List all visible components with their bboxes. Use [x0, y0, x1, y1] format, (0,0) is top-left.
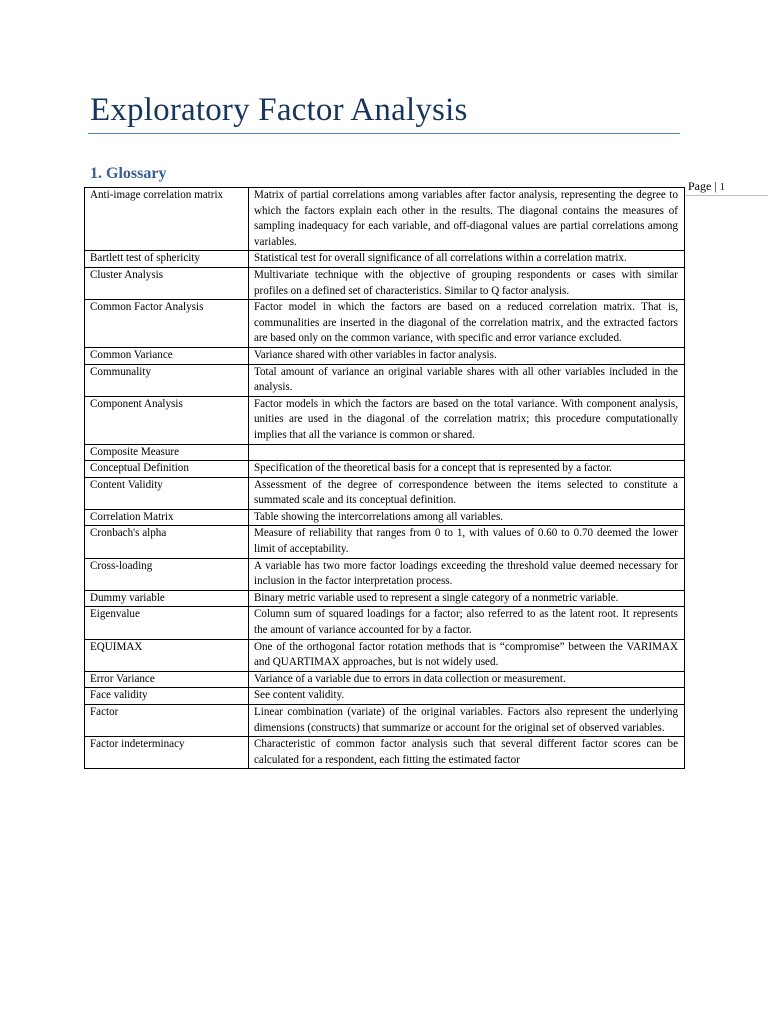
table-row — [85, 477, 685, 509]
glossary-term: Composite Measure — [85, 444, 249, 461]
table-row — [85, 688, 685, 705]
table-row — [85, 188, 685, 251]
glossary-term: Face validity — [85, 688, 249, 705]
table-row — [85, 267, 685, 299]
glossary-definition — [249, 444, 685, 461]
table-row — [85, 639, 685, 671]
table-row — [85, 737, 685, 769]
table-row — [85, 705, 685, 737]
document-title: Exploratory Factor Analysis — [90, 92, 468, 128]
glossary-definition: Linear combination (variate) of the original variables. Factors also represent the underlying dimensions (constructs) that summarize or account for the original set of observed variables. — [249, 705, 685, 737]
glossary-definition: Statistical test for overall significance of all correlations within a correlation matrix. — [249, 251, 685, 268]
glossary-definition: Matrix of partial correlations among variables after factor analysis, representing the degree to which the factors explain each other in the results. The diagonal contains the measures of sampling inadequacy for each variable, and off-diagonal values are partial correlations among variables. — [249, 188, 685, 251]
glossary-definition: Assessment of the degree of correspondence between the items selected to constitute a summated scale and its conceptual definition. — [249, 477, 685, 509]
table-row — [85, 590, 685, 607]
glossary-term: Correlation Matrix — [85, 509, 249, 526]
glossary-term: Bartlett test of sphericity — [85, 251, 249, 268]
table-row — [85, 558, 685, 590]
glossary-term: Anti-image correlation matrix — [85, 188, 249, 251]
glossary-term: Factor indeterminacy — [85, 737, 249, 769]
glossary-term: Eigenvalue — [85, 607, 249, 639]
title-underline — [88, 133, 680, 134]
glossary-term: Conceptual Definition — [85, 461, 249, 478]
glossary-definition: Column sum of squared loadings for a factor; also referred to as the latent root. It represents the amount of variance accounted for by a factor. — [249, 607, 685, 639]
glossary-definition: Multivariate technique with the objective of grouping respondents or cases with similar profiles on a defined set of characteristics. Similar to Q factor analysis. — [249, 267, 685, 299]
glossary-table-body — [85, 188, 685, 769]
glossary-term: Cross-loading — [85, 558, 249, 590]
page-number: 1 — [719, 182, 725, 193]
table-row — [85, 364, 685, 396]
glossary-definition: Binary metric variable used to represent a single category of a nonmetric variable. — [249, 590, 685, 607]
glossary-term: Content Validity — [85, 477, 249, 509]
table-row — [85, 347, 685, 364]
table-row — [85, 444, 685, 461]
table-row — [85, 526, 685, 558]
glossary-term: Common Variance — [85, 347, 249, 364]
table-row — [85, 251, 685, 268]
glossary-definition: One of the orthogonal factor rotation methods that is “compromise” between the VARIMAX and QUARTIMAX approaches, but is not widely used. — [249, 639, 685, 671]
table-row — [85, 461, 685, 478]
page-label-rule — [686, 195, 768, 196]
glossary-term: Common Factor Analysis — [85, 300, 249, 348]
glossary-definition: See content validity. — [249, 688, 685, 705]
glossary-definition: Total amount of variance an original variable shares with all other variables included in the analysis. — [249, 364, 685, 396]
table-row — [85, 671, 685, 688]
table-row — [85, 509, 685, 526]
glossary-term: Dummy variable — [85, 590, 249, 607]
table-row — [85, 396, 685, 444]
table-row — [85, 300, 685, 348]
glossary-term: Error Variance — [85, 671, 249, 688]
glossary-definition: Variance of a variable due to errors in data collection or measurement. — [249, 671, 685, 688]
glossary-definition: Characteristic of common factor analysis such that several different factor scores can be calculated for a respondent, each fitting the estimated factor — [249, 737, 685, 769]
glossary-term: Factor — [85, 705, 249, 737]
glossary-definition: Measure of reliability that ranges from 0 to 1, with values of 0.60 to 0.70 deemed the lower limit of acceptability. — [249, 526, 685, 558]
glossary-term: EQUIMAX — [85, 639, 249, 671]
glossary-definition: A variable has two more factor loadings exceeding the threshold value deemed necessary for inclusion in the factor interpretation process. — [249, 558, 685, 590]
glossary-table — [84, 187, 685, 769]
glossary-term: Cluster Analysis — [85, 267, 249, 299]
glossary-term: Component Analysis — [85, 396, 249, 444]
glossary-definition: Table showing the intercorrelations among all variables. — [249, 509, 685, 526]
glossary-definition: Variance shared with other variables in factor analysis. — [249, 347, 685, 364]
glossary-term: Cronbach's alpha — [85, 526, 249, 558]
page-label-text: Page — [688, 179, 712, 193]
table-row — [85, 607, 685, 639]
glossary-definition: Specification of the theoretical basis for a concept that is represented by a factor. — [249, 461, 685, 478]
section-heading-glossary: 1. Glossary — [90, 165, 167, 182]
page-number-label — [688, 178, 768, 196]
glossary-definition: Factor models in which the factors are based on the total variance. With component analysis, unities are used in the diagonal of the correlation matrix; this procedure computationally implies that all the variance is common or shared. — [249, 396, 685, 444]
glossary-definition: Factor model in which the factors are based on a reduced correlation matrix. That is, communalities are inserted in the diagonal of the correlation matrix, and the extracted factors are based only on the common variance, with specific and error variance excluded. — [249, 300, 685, 348]
glossary-term: Communality — [85, 364, 249, 396]
page-separator: | — [714, 179, 717, 193]
